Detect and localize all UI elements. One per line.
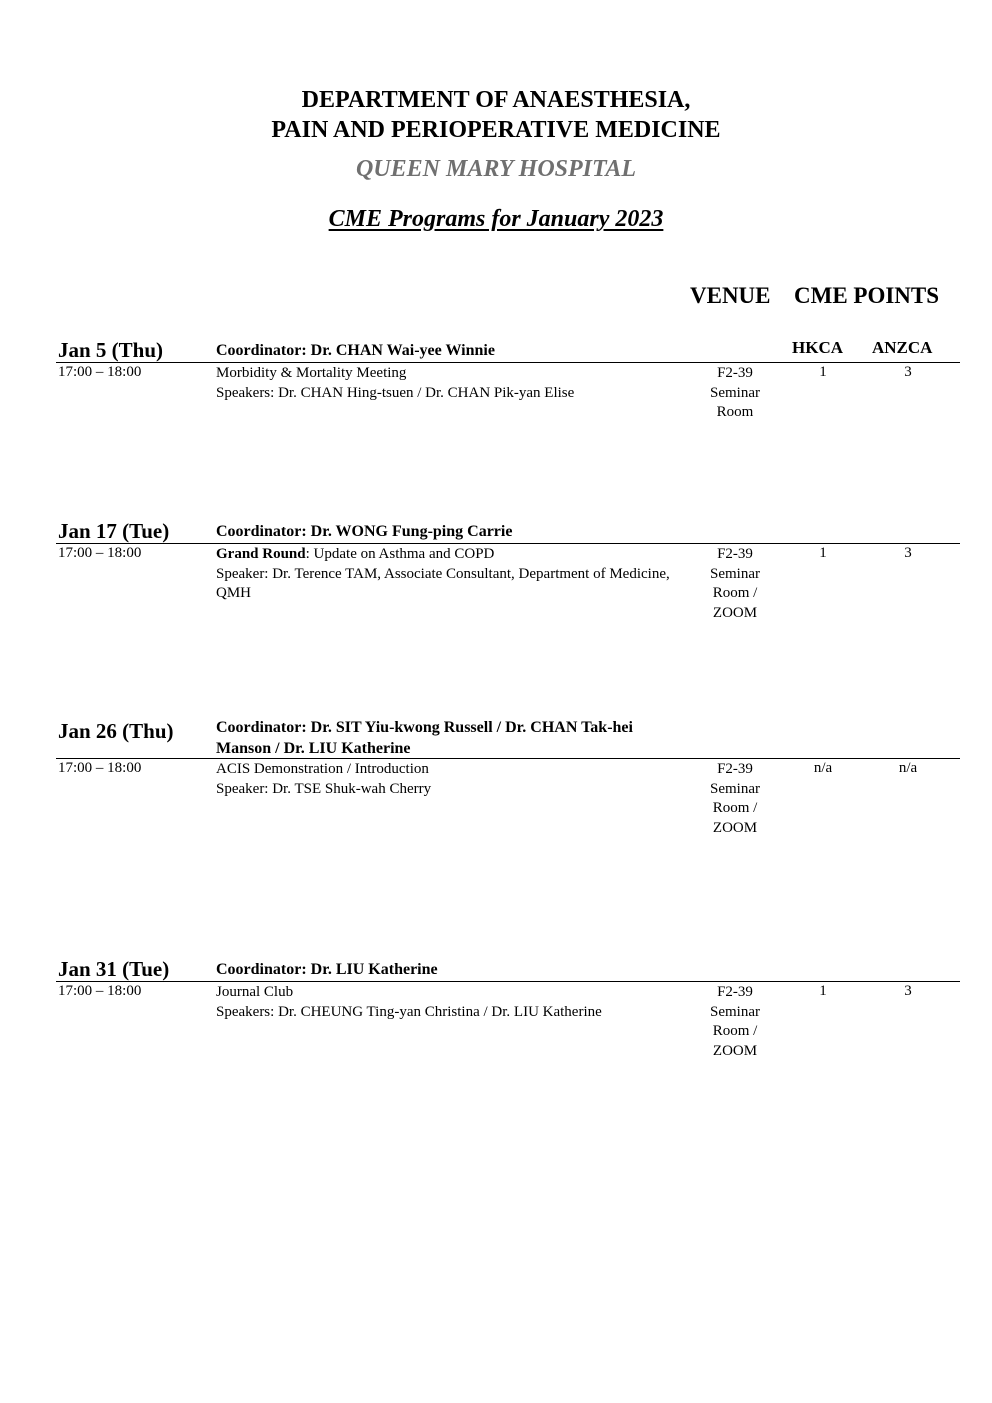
- venue-line: F2-39: [717, 984, 753, 1000]
- session-description: [216, 364, 686, 403]
- venue-line: Room /: [712, 1023, 758, 1039]
- session-venue: [700, 983, 770, 1061]
- session-time: 17:00 – 18:00: [58, 760, 142, 776]
- session-title: [216, 545, 686, 565]
- cme-points-column-header: CME POINTS: [794, 283, 940, 308]
- venue-line: ZOOM: [712, 1042, 758, 1059]
- session-title-text: : Update on Asthma and COPD: [305, 546, 495, 562]
- session-speakers: Speakers: Dr. CHAN Hing-tsuen / Dr. CHAN Pik-yan Elise: [216, 384, 575, 401]
- session-date: Jan 31 (Tue): [58, 957, 170, 981]
- anzca-points: 3: [904, 983, 912, 999]
- session-speakers: Speaker: Dr. TSE Shuk-wah Cherry: [216, 780, 432, 797]
- venue-line: Room: [716, 404, 754, 420]
- anzca-points: n/a: [898, 760, 918, 776]
- hkca-points: 1: [819, 983, 827, 999]
- session-date: Jan 26 (Thu): [58, 719, 174, 743]
- divider-line: [56, 981, 960, 982]
- session-venue: [700, 364, 770, 423]
- session-title-text: ACIS Demonstration / Introduction: [216, 761, 429, 777]
- session-time: 17:00 – 18:00: [58, 364, 142, 380]
- venue-line: Room /: [712, 800, 758, 816]
- venue-line: Seminar: [710, 780, 760, 797]
- venue-line: F2-39: [717, 761, 753, 777]
- session-coordinator: Coordinator: Dr. CHAN Wai-yee Winnie: [216, 342, 495, 359]
- anzca-points: 3: [904, 545, 912, 561]
- anzca-header: ANZCA: [872, 338, 933, 357]
- divider-line: [56, 758, 960, 759]
- venue-line: F2-39: [717, 546, 753, 562]
- venue-line: F2-39: [717, 365, 753, 381]
- venue-line: Room /: [712, 585, 758, 601]
- session-time: 17:00 – 18:00: [58, 983, 142, 999]
- venue-line: Seminar: [710, 1003, 760, 1020]
- session-coordinator: Coordinator: Dr. SIT Yiu-kwong Russell / Dr. CHAN Tak-hei Manson / Dr. LIU Katherine: [216, 719, 633, 757]
- hospital-name: QUEEN MARY HOSPITAL: [355, 156, 637, 182]
- venue-line: Seminar: [710, 384, 760, 401]
- session-description: [216, 760, 686, 799]
- venue-line: Seminar: [710, 565, 760, 582]
- hkca-points: 1: [819, 545, 827, 561]
- session-date: Jan 17 (Tue): [58, 519, 170, 543]
- venue-line: ZOOM: [712, 819, 758, 836]
- session-title-bold: Grand Round: [216, 546, 306, 562]
- session-description: [216, 983, 686, 1022]
- hkca-points: 1: [819, 364, 827, 380]
- session-title: [216, 983, 686, 1003]
- department-title-line2: PAIN AND PERIOPERATIVE MEDICINE: [271, 117, 721, 143]
- venue-column-header: VENUE: [690, 283, 771, 308]
- session-title-text: Journal Club: [216, 984, 294, 1000]
- session-title: [216, 364, 686, 384]
- session-title: [216, 760, 686, 780]
- session-title-text: Morbidity & Mortality Meeting: [216, 365, 407, 381]
- session-speakers: Speaker: Dr. Terence TAM, Associate Consultant, Department of Medicine, QMH: [216, 565, 670, 601]
- divider-line: [56, 362, 960, 363]
- session-description: [216, 545, 686, 604]
- venue-line: ZOOM: [712, 604, 758, 621]
- session-date: Jan 5 (Thu): [58, 338, 164, 362]
- divider-line: [56, 543, 960, 544]
- session-venue: [700, 760, 770, 838]
- session-coordinator: Coordinator: Dr. LIU Katherine: [216, 961, 438, 978]
- session-venue: [700, 545, 770, 623]
- programs-title: [0, 206, 992, 233]
- department-title-line1: DEPARTMENT OF ANAESTHESIA,: [301, 87, 691, 113]
- programs-title-text: CME Programs for January 2023: [328, 206, 664, 232]
- session-speakers: Speakers: Dr. CHEUNG Ting-yan Christina / Dr. LIU Katherine: [216, 1003, 602, 1020]
- session-time: 17:00 – 18:00: [58, 545, 142, 561]
- anzca-points: 3: [904, 364, 912, 380]
- hkca-header: HKCA: [792, 338, 843, 357]
- session-coordinator: Coordinator: Dr. WONG Fung-ping Carrie: [216, 523, 513, 540]
- hkca-points: n/a: [813, 760, 833, 776]
